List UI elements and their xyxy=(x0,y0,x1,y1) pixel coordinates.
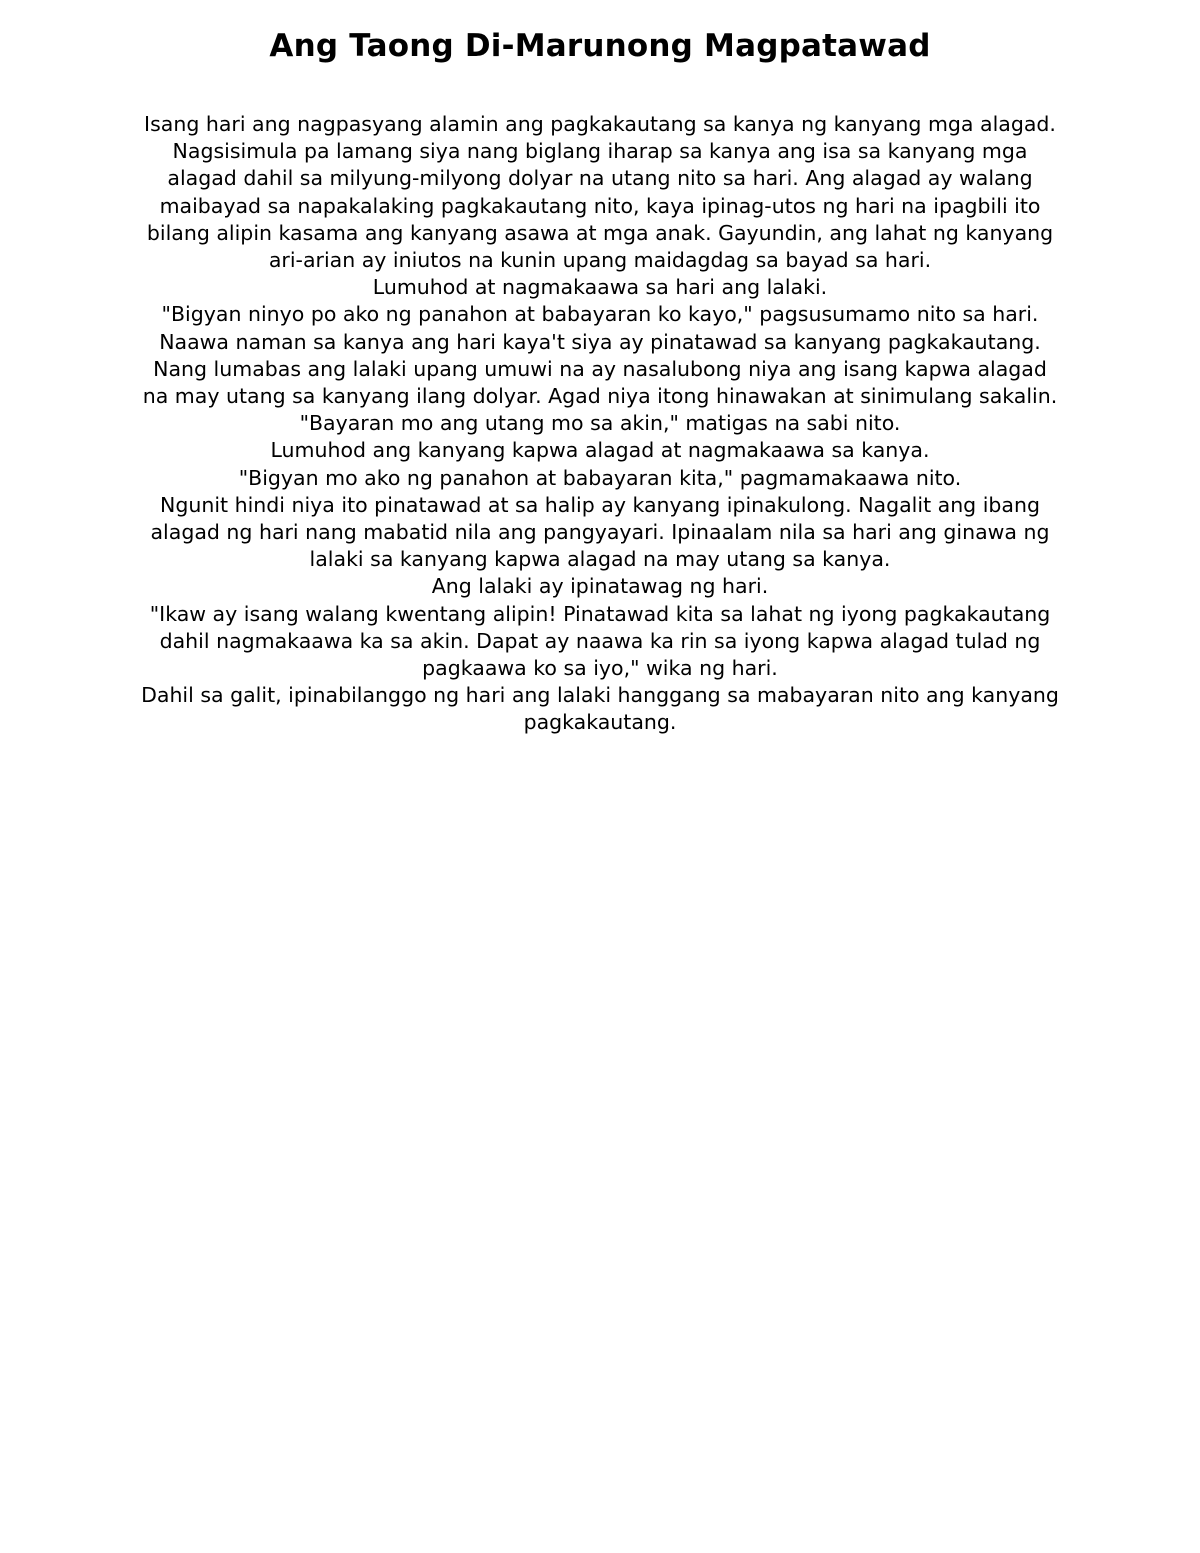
paragraph: Isang hari ang nagpasyang alamin ang pagkakautang sa kanya ng kanyang mga alagad. Nagsisimula pa lamang siya nang biglang iharap sa kanya ang isa sa kanyang mga alagad dahil sa milyung-milyong dolyar na utang nito sa hari. Ang alagad ay walang maibayad sa napakalaking pagkakautang nito, kaya ipinag-utos ng hari na ipagbili ito bilang alipin kasama ang kanyang asawa at mga anak. Gayundin, ang lahat ng kanyang ari-arian ay iniutos na kunin upang maidagdag sa bayad sa hari. xyxy=(144,112,1056,273)
document-body xyxy=(140,111,1060,737)
paragraph: "Bigyan ninyo po ako ng panahon at babayaran ko kayo," pagsusumamo nito sa hari. Naawa naman sa kanya ang hari kaya't siya ay pinatawad sa kanyang pagkakautang. xyxy=(159,302,1041,354)
document-title: Ang Taong Di-Marunong Magpatawad xyxy=(269,28,931,64)
paragraph: Dahil sa galit, ipinabilanggo ng hari ang lalaki hanggang sa mabayaran nito ang kanyang pagkakautang. xyxy=(141,683,1059,735)
paragraph: Lumuhod at nagmakaawa sa hari ang lalaki. xyxy=(372,275,828,300)
paragraph: Lumuhod ang kanyang kapwa alagad at nagmakaawa sa kanya. xyxy=(270,438,930,463)
paragraph: Ngunit hindi niya ito pinatawad at sa halip ay kanyang ipinakulong. Nagalit ang ibang alagad ng hari nang mabatid nila ang pangyayari. Ipinaalam nila sa hari ang ginawa ng lalaki sa kanyang kapwa alagad na may utang sa kanya. xyxy=(150,492,1050,572)
paragraph: "Ikaw ay isang walang kwentang alipin! Pinatawad kita sa lahat ng iyong pagkakautang dahil nagmakaawa ka sa akin. Dapat ay naawa ka rin sa iyong kapwa alagad tulad ng pagkaawa ko sa iyo," wika ng hari. xyxy=(149,601,1051,681)
paragraph: Nang lumabas ang lalaki upang umuwi na ay nasalubong niya ang isang kapwa alagad na may utang sa kanyang ilang dolyar. Agad niya itong hinawakan at sinimulang sakalin. xyxy=(142,356,1058,409)
paragraph: "Bigyan mo ako ng panahon at babayaran kita," pagmamakaawa nito. xyxy=(238,465,962,490)
paragraph: "Bayaran mo ang utang mo sa akin," matigas na sabi nito. xyxy=(299,411,901,436)
paragraph: Ang lalaki ay ipinatawag ng hari. xyxy=(431,574,769,599)
